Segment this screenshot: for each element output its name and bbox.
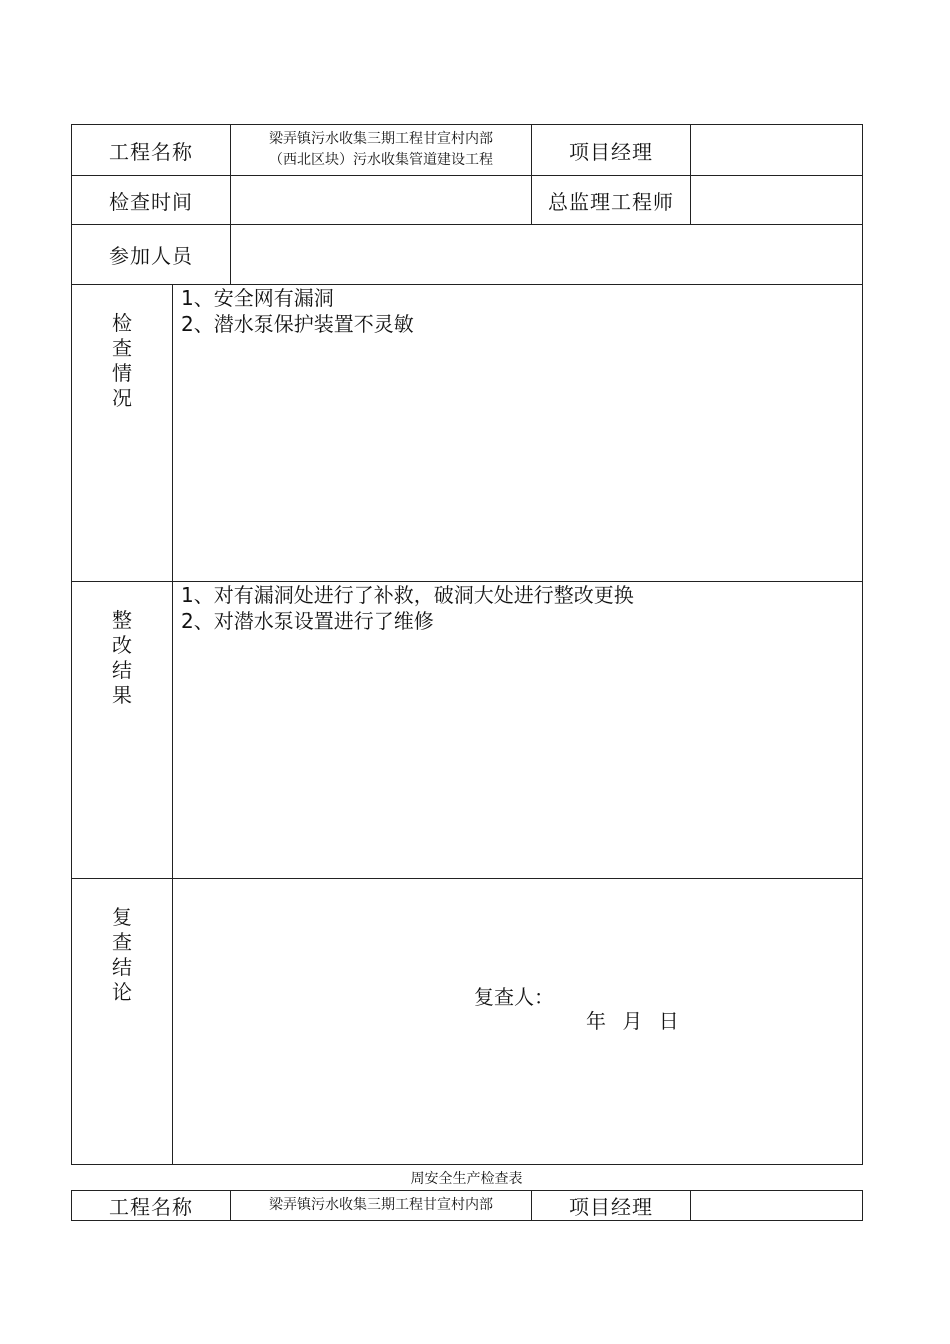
project-name-value: [231, 125, 532, 176]
review-label-char: 查: [112, 930, 132, 954]
inspection-body-table: [71, 284, 863, 1165]
project-name-label: 工程名称: [72, 1191, 231, 1221]
project-name-label: 工程名称: [72, 125, 231, 176]
rectification-item: 2、对潜水泵设置进行了维修: [181, 609, 434, 633]
inspection-label-char: 查: [112, 336, 132, 360]
inspection-label-char: 况: [112, 386, 132, 410]
chief-supervisor-value: [691, 176, 863, 225]
project-name-line1: 梁弄镇污水收集三期工程甘宣村内部: [269, 131, 493, 147]
participants-label: 参加人员: [72, 225, 231, 285]
inspection-form-header-2: [71, 1190, 863, 1221]
inspection-findings: [173, 285, 863, 582]
participants-value: [231, 225, 863, 285]
review-label-char: 复: [112, 905, 132, 929]
review-label-char: 论: [112, 980, 132, 1004]
inspection-item: 1、安全网有漏洞: [181, 286, 334, 310]
inspection-label-char: 检: [112, 311, 132, 335]
review-date: 年 月 日: [586, 1009, 679, 1033]
inspection-item: 2、潜水泵保护装置不灵敏: [181, 312, 414, 336]
review-conclusion: [173, 879, 863, 1165]
rectification-label-char: 整: [112, 608, 132, 632]
project-manager-label: 项目经理: [532, 1191, 691, 1221]
inspection-label-char: 情: [112, 361, 132, 385]
chief-supervisor-label: 总监理工程师: [532, 176, 691, 225]
inspection-time-value: [231, 176, 532, 225]
inspection-form-header: [71, 124, 863, 225]
project-name-line2: （西北区块）污水收集管道建设工程: [269, 152, 493, 168]
review-label-char: 结: [112, 955, 132, 979]
rectification-label-char: 果: [112, 683, 132, 707]
participants-table: [71, 224, 863, 285]
rectification-item: 1、对有漏洞处进行了补救，破洞大处进行整改更换: [181, 583, 634, 607]
reviewer-label: 复查人：: [474, 985, 554, 1009]
form-caption: 周安全生产检查表: [410, 1171, 523, 1187]
inspection-time-label: 检查时间: [72, 176, 231, 225]
review-section-label: [72, 879, 173, 1165]
rectification-section-label: [72, 582, 173, 879]
rectification-label-char: 改: [112, 633, 132, 657]
rectification-results: [173, 582, 863, 879]
inspection-section-label: [72, 285, 173, 582]
project-manager-value: [691, 1191, 863, 1221]
project-name-value: 梁弄镇污水收集三期工程甘宣村内部: [231, 1191, 532, 1221]
project-manager-value: [691, 125, 863, 176]
rectification-label-char: 结: [112, 658, 132, 682]
project-manager-label: 项目经理: [532, 125, 691, 176]
